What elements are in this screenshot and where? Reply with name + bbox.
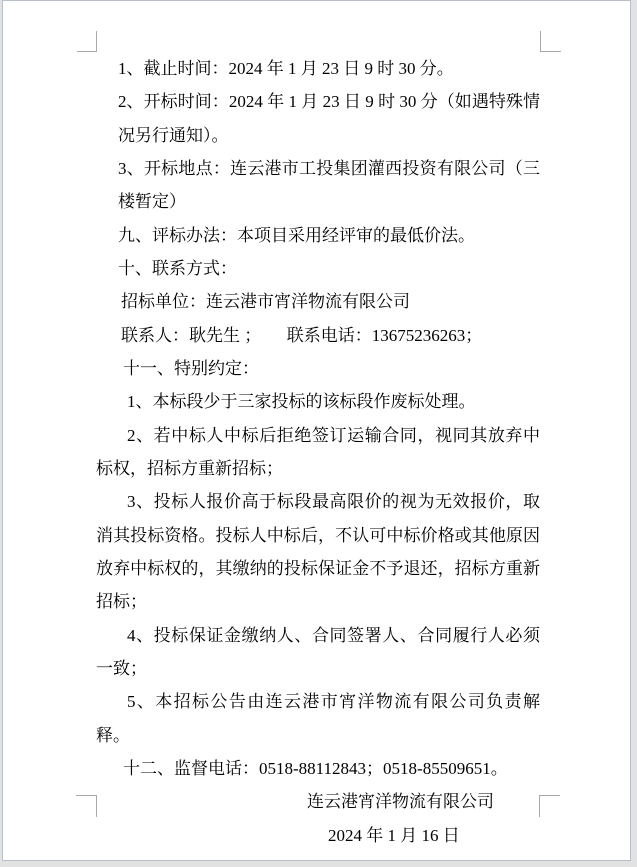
margin-crop-mark-top-left — [77, 31, 97, 52]
para-special-term-3: 3、投标人报价高于标段最高限价的视为无效报价，取消其投标资格。投标人中标后，不认可中标价格或其他原因放弃中标权的，其缴纳的投标保证金不予退还，招标方重新招标； — [96, 492, 540, 612]
margin-crop-mark-top-right — [540, 31, 561, 52]
para-contact-heading: 十、联系方式： — [118, 258, 237, 278]
margin-crop-mark-bottom-left — [76, 795, 97, 817]
document-text-area — [96, 52, 540, 852]
para-bid-opening-place: 3、开标地点：连云港市工投集团灌西投资有限公司（三楼暂定） — [118, 158, 540, 212]
para-deadline-time: 1、截止时间：2024 年 1 月 23 日 9 时 30 分。 — [118, 59, 454, 78]
para-supervision-phone: 十二、监督电话：0518-88112843；0518-85509651。 — [123, 758, 508, 778]
para-special-term-2: 2、若中标人中标后拒绝签订运输合同，视同其放弃中标权，招标方重新招标； — [96, 425, 540, 478]
para-evaluation-method: 九、评标办法：本项目采用经评审的最低价法。 — [118, 225, 475, 245]
para-special-term-5: 5、本招标公告由连云港市宵洋物流有限公司负责解释。 — [96, 692, 540, 745]
para-special-term-4: 4、投标保证金缴纳人、合同签署人、合同履行人必须一致； — [96, 625, 540, 678]
para-tender-unit: 招标单位：连云港市宵洋物流有限公司 — [121, 292, 410, 312]
para-special-term-1: 1、本标段少于三家投标的该标段作废标处理。 — [127, 392, 476, 412]
para-special-terms-heading: 十一、特别约定： — [123, 358, 259, 378]
para-contact-person-phone: 联系人：耿先生 ； 联系电话：13675236263； — [121, 325, 483, 345]
signature-company: 连云港宵洋物流有限公司 — [307, 792, 494, 812]
para-bid-opening-time: 2、开标时间：2024 年 1 月 23 日 9 时 30 分（如遇特殊情况另行通知）。 — [118, 92, 540, 145]
signature-date: 2024 年 1 月 16 日 — [328, 825, 460, 845]
margin-crop-mark-bottom-right — [539, 795, 560, 817]
